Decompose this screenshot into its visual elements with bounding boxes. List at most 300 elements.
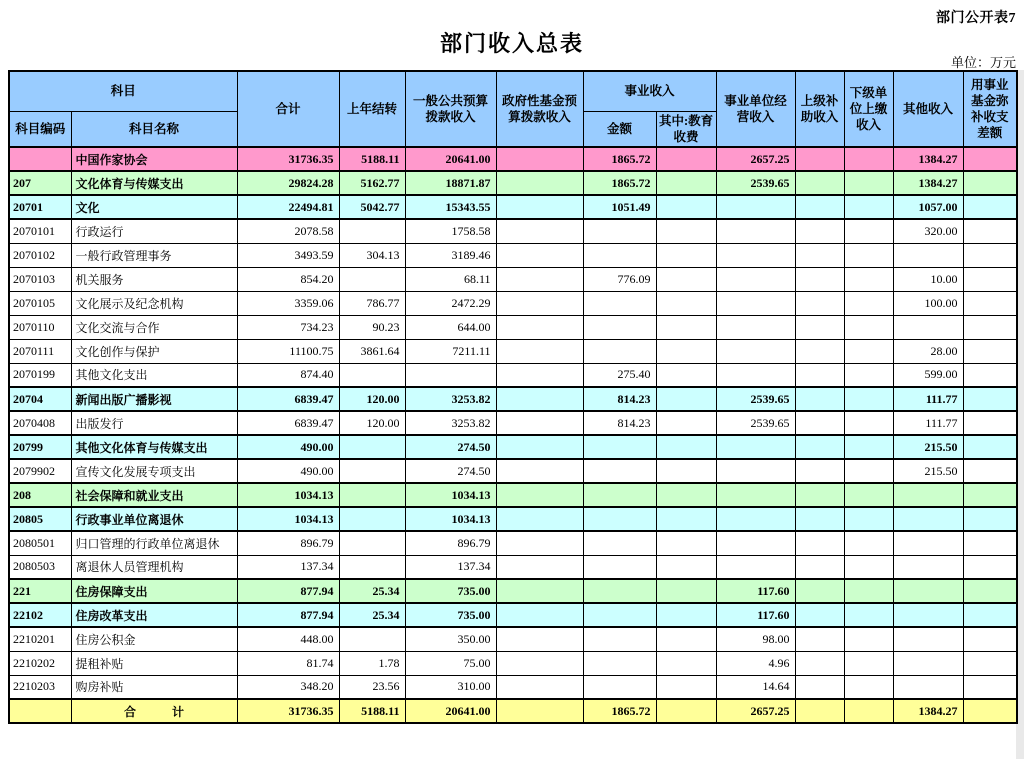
cell-subject-name: 离退休人员管理机构 [71,555,237,579]
cell-value: 6839.47 [237,411,339,435]
cell-value [496,435,583,459]
cell-value [844,627,893,651]
cell-value: 10.00 [893,267,963,291]
cell-value [496,579,583,603]
cell-value: 2472.29 [405,291,496,315]
cell-value: 2539.65 [716,387,795,411]
cell-value [583,435,656,459]
cell-value [893,315,963,339]
cell-value: 814.23 [583,387,656,411]
cell-value: 6839.47 [237,387,339,411]
table-row [9,675,1017,699]
cell-value: 31736.35 [237,147,339,171]
cell-value [656,147,716,171]
cell-value [583,531,656,555]
cell-subject-code: 20704 [9,387,71,411]
cell-value: 304.13 [339,243,405,267]
cell-value: 599.00 [893,363,963,387]
table-row [9,315,1017,339]
cell-subject-code [9,147,71,171]
cell-subject-code: 2070105 [9,291,71,315]
cell-value: 15343.55 [405,195,496,219]
header-other-income: 其他收入 [893,71,963,147]
table-row [9,363,1017,387]
cell-value [844,267,893,291]
cell-value [963,147,1017,171]
cell-value: 877.94 [237,603,339,627]
cell-subject-name: 其他文化支出 [71,363,237,387]
cell-value [656,699,716,723]
cell-value: 490.00 [237,435,339,459]
cell-value: 81.74 [237,651,339,675]
cell-value [656,531,716,555]
cell-value [339,459,405,483]
cell-value [716,483,795,507]
header-subject: 科目 [9,71,237,111]
cell-value [496,627,583,651]
cell-value: 98.00 [716,627,795,651]
cell-value [339,483,405,507]
table-row [9,171,1017,195]
cell-value: 2657.25 [716,147,795,171]
cell-value [844,531,893,555]
doc-label: 部门公开表7 [936,11,1016,26]
cell-value [716,435,795,459]
cell-value [496,291,583,315]
cell-subject-name: 新闻出版广播影视 [71,387,237,411]
cell-value [844,195,893,219]
cell-subject-code: 2070102 [9,243,71,267]
cell-value: 274.50 [405,435,496,459]
cell-value: 1034.13 [237,483,339,507]
cell-value: 1865.72 [583,147,656,171]
cell-value: 25.34 [339,579,405,603]
cell-subject-code: 208 [9,483,71,507]
table-row [9,195,1017,219]
cell-subject-code: 2210202 [9,651,71,675]
cell-value [716,507,795,531]
cell-value [795,387,844,411]
cell-value: 117.60 [716,579,795,603]
table-row [9,603,1017,627]
table-row [9,267,1017,291]
cell-subject-name: 其他文化体育与传媒支出 [71,435,237,459]
cell-value [795,339,844,363]
cell-value [496,675,583,699]
table-row [9,339,1017,363]
cell-value [656,411,716,435]
cell-value: 896.79 [237,531,339,555]
cell-value [656,507,716,531]
cell-subject-code: 2070199 [9,363,71,387]
cell-value [656,171,716,195]
cell-value: 776.09 [583,267,656,291]
cell-value [963,507,1017,531]
cell-value: 310.00 [405,675,496,699]
table-row [9,507,1017,531]
cell-value: 20641.00 [405,147,496,171]
cell-value [496,531,583,555]
cell-value [844,363,893,387]
cell-subject-name: 社会保障和就业支出 [71,483,237,507]
cell-value: 3493.59 [237,243,339,267]
cell-value: 3253.82 [405,411,496,435]
cell-value [583,675,656,699]
cell-value [795,579,844,603]
cell-value [963,699,1017,723]
cell-value [795,363,844,387]
cell-value [893,555,963,579]
cell-value [963,243,1017,267]
cell-subject-code: 20701 [9,195,71,219]
cell-value: 215.50 [893,459,963,483]
cell-value: 68.11 [405,267,496,291]
cell-value [795,267,844,291]
cell-value [496,483,583,507]
cell-value [795,435,844,459]
header-total: 合计 [237,71,339,147]
cell-value: 1051.49 [583,195,656,219]
header-gov-fund: 政府性基金预算拨款收入 [496,71,583,147]
cell-value: 2539.65 [716,171,795,195]
cell-value [963,435,1017,459]
cell-value [583,219,656,243]
cell-value [963,627,1017,651]
cell-value [963,291,1017,315]
cell-value [583,555,656,579]
cell-value [963,219,1017,243]
cell-subject-name: 提租补贴 [71,651,237,675]
cell-value: 1865.72 [583,699,656,723]
header-carryover: 上年结转 [339,71,405,147]
cell-value: 735.00 [405,603,496,627]
cell-value: 28.00 [893,339,963,363]
cell-value [339,555,405,579]
cell-value: 29824.28 [237,171,339,195]
cell-value [795,243,844,267]
cell-value [496,243,583,267]
cell-value [844,675,893,699]
cell-value [893,651,963,675]
cell-value [716,219,795,243]
cell-value [795,315,844,339]
cell-value: 1034.13 [405,483,496,507]
table-row [9,291,1017,315]
cell-value [339,363,405,387]
cell-value: 1384.27 [893,147,963,171]
cell-value: 215.50 [893,435,963,459]
cell-subject-name: 文化展示及纪念机构 [71,291,237,315]
cell-value: 786.77 [339,291,405,315]
cell-value [795,483,844,507]
cell-value [656,627,716,651]
table-row [9,531,1017,555]
cell-value: 1034.13 [237,507,339,531]
cell-value: 448.00 [237,627,339,651]
cell-value [656,555,716,579]
table-row [9,411,1017,435]
cell-value [496,651,583,675]
table-row [9,627,1017,651]
cell-subject-name: 归口管理的行政单位离退休 [71,531,237,555]
cell-value [583,507,656,531]
cell-value: 5042.77 [339,195,405,219]
cell-value [844,243,893,267]
cell-value [496,411,583,435]
cell-value [795,531,844,555]
table-header [9,71,1017,147]
table-row [9,579,1017,603]
cell-value [716,315,795,339]
cell-subject-code: 22102 [9,603,71,627]
cell-value [496,267,583,291]
cell-value [496,171,583,195]
cell-value [656,243,716,267]
cell-value: 90.23 [339,315,405,339]
cell-value: 348.20 [237,675,339,699]
cell-value [496,219,583,243]
header-subject-code: 科目编码 [9,111,71,147]
cell-value: 5162.77 [339,171,405,195]
cell-value [844,147,893,171]
cell-value: 854.20 [237,267,339,291]
income-summary-table [8,70,1018,724]
cell-value [583,243,656,267]
cell-value [339,267,405,291]
cell-value: 25.34 [339,603,405,627]
cell-value [656,603,716,627]
cell-value [963,195,1017,219]
cell-subject-code: 221 [9,579,71,603]
cell-value [795,171,844,195]
cell-value [844,315,893,339]
cell-value [844,459,893,483]
cell-value: 3189.46 [405,243,496,267]
cell-value [795,627,844,651]
cell-value [893,627,963,651]
cell-value [893,507,963,531]
cell-value [656,435,716,459]
cell-value [795,651,844,675]
cell-value [963,579,1017,603]
cell-value [583,651,656,675]
cell-value [963,363,1017,387]
cell-value [893,243,963,267]
cell-value [716,195,795,219]
cell-value [656,387,716,411]
cell-value: 874.40 [237,363,339,387]
cell-value [496,507,583,531]
cell-value: 814.23 [583,411,656,435]
cell-value: 100.00 [893,291,963,315]
cell-subject-code: 207 [9,171,71,195]
table-row [9,483,1017,507]
cell-value: 11100.75 [237,339,339,363]
cell-value: 274.50 [405,459,496,483]
cell-value [496,555,583,579]
cell-value [893,675,963,699]
cell-value [963,411,1017,435]
cell-value: 350.00 [405,627,496,651]
cell-value [963,459,1017,483]
cell-value [496,603,583,627]
cell-value [496,699,583,723]
cell-subject-code: 2080503 [9,555,71,579]
cell-value: 23.56 [339,675,405,699]
cell-value [963,651,1017,675]
cell-value: 1384.27 [893,699,963,723]
header-business-income: 事业收入 [583,71,716,111]
cell-subject-code: 2079902 [9,459,71,483]
header-superior-subsidy: 上级补助收入 [795,71,844,147]
cell-value [844,483,893,507]
cell-subject-name: 文化体育与传媒支出 [71,171,237,195]
cell-value: 120.00 [339,387,405,411]
cell-subject-code: 2070111 [9,339,71,363]
cell-value [963,483,1017,507]
cell-value: 2657.25 [716,699,795,723]
cell-subject-name: 合 计 [71,699,237,723]
cell-value: 2078.58 [237,219,339,243]
cell-value [795,507,844,531]
cell-subject-code: 2210201 [9,627,71,651]
cell-subject-name: 行政事业单位离退休 [71,507,237,531]
cell-value: 490.00 [237,459,339,483]
table-body [9,147,1017,723]
cell-value [893,603,963,627]
cell-value [795,699,844,723]
cell-value [496,339,583,363]
cell-value [844,219,893,243]
table-row [9,243,1017,267]
cell-value [844,651,893,675]
cell-value [583,627,656,651]
cell-value: 31736.35 [237,699,339,723]
cell-value: 111.77 [893,387,963,411]
cell-value [656,483,716,507]
cell-value: 2539.65 [716,411,795,435]
cell-value [656,675,716,699]
cell-value: 120.00 [339,411,405,435]
cell-subject-code [9,699,71,723]
cell-value [656,219,716,243]
cell-value [583,291,656,315]
unit-label: 单位：万元 [950,55,1016,70]
cell-value [795,291,844,315]
cell-value [716,243,795,267]
cell-value [963,675,1017,699]
cell-value [496,147,583,171]
page-title: 部门收入总表 [439,31,584,56]
cell-value [795,195,844,219]
cell-subject-code: 2070103 [9,267,71,291]
cell-value [716,291,795,315]
cell-value [795,219,844,243]
cell-subject-name: 机关服务 [71,267,237,291]
cell-value [496,387,583,411]
cell-value: 734.23 [237,315,339,339]
cell-subject-code: 2210203 [9,675,71,699]
cell-subject-name: 文化 [71,195,237,219]
cell-value: 735.00 [405,579,496,603]
cell-subject-name: 中国作家协会 [71,147,237,171]
cell-value [844,579,893,603]
cell-value [656,291,716,315]
cell-value: 320.00 [893,219,963,243]
cell-value [963,171,1017,195]
cell-subject-code: 2070110 [9,315,71,339]
cell-value [893,483,963,507]
cell-value [496,459,583,483]
cell-value [583,483,656,507]
cell-value [963,315,1017,339]
cell-subject-name: 宣传文化发展专项支出 [71,459,237,483]
cell-value: 117.60 [716,603,795,627]
cell-value [583,603,656,627]
cell-value [583,339,656,363]
cell-value [795,555,844,579]
cell-value [716,555,795,579]
cell-value [844,603,893,627]
cell-subject-name: 住房保障支出 [71,579,237,603]
cell-value [405,363,496,387]
cell-subject-name: 住房改革支出 [71,603,237,627]
cell-subject-code: 20799 [9,435,71,459]
cell-value: 1.78 [339,651,405,675]
cell-subject-code: 20805 [9,507,71,531]
cell-value [716,531,795,555]
cell-value: 1758.58 [405,219,496,243]
table-row [9,459,1017,483]
cell-value [339,507,405,531]
cell-value: 275.40 [583,363,656,387]
cell-value: 20641.00 [405,699,496,723]
cell-value: 5188.11 [339,147,405,171]
cell-value [339,627,405,651]
cell-value: 14.64 [716,675,795,699]
header-subordinate-turnin: 下级单位上缴收入 [844,71,893,147]
table-row [9,651,1017,675]
header-operating-income: 事业单位经营收入 [716,71,795,147]
cell-subject-name: 文化交流与合作 [71,315,237,339]
cell-value [844,171,893,195]
cell-value [795,675,844,699]
cell-value [844,339,893,363]
cell-value [716,339,795,363]
cell-value: 1034.13 [405,507,496,531]
cell-value: 18871.87 [405,171,496,195]
cell-subject-name: 文化创作与保护 [71,339,237,363]
cell-value: 7211.11 [405,339,496,363]
table-row [9,699,1017,723]
cell-value [339,531,405,555]
cell-value [496,315,583,339]
cell-subject-code: 2070408 [9,411,71,435]
cell-value [795,459,844,483]
cell-value [963,531,1017,555]
cell-value: 137.34 [237,555,339,579]
cell-value [963,603,1017,627]
cell-value [656,651,716,675]
cell-value [583,459,656,483]
cell-value [656,579,716,603]
cell-value [716,267,795,291]
table-row [9,219,1017,243]
cell-value [963,387,1017,411]
cell-value [716,363,795,387]
cell-value [656,339,716,363]
cell-value: 137.34 [405,555,496,579]
